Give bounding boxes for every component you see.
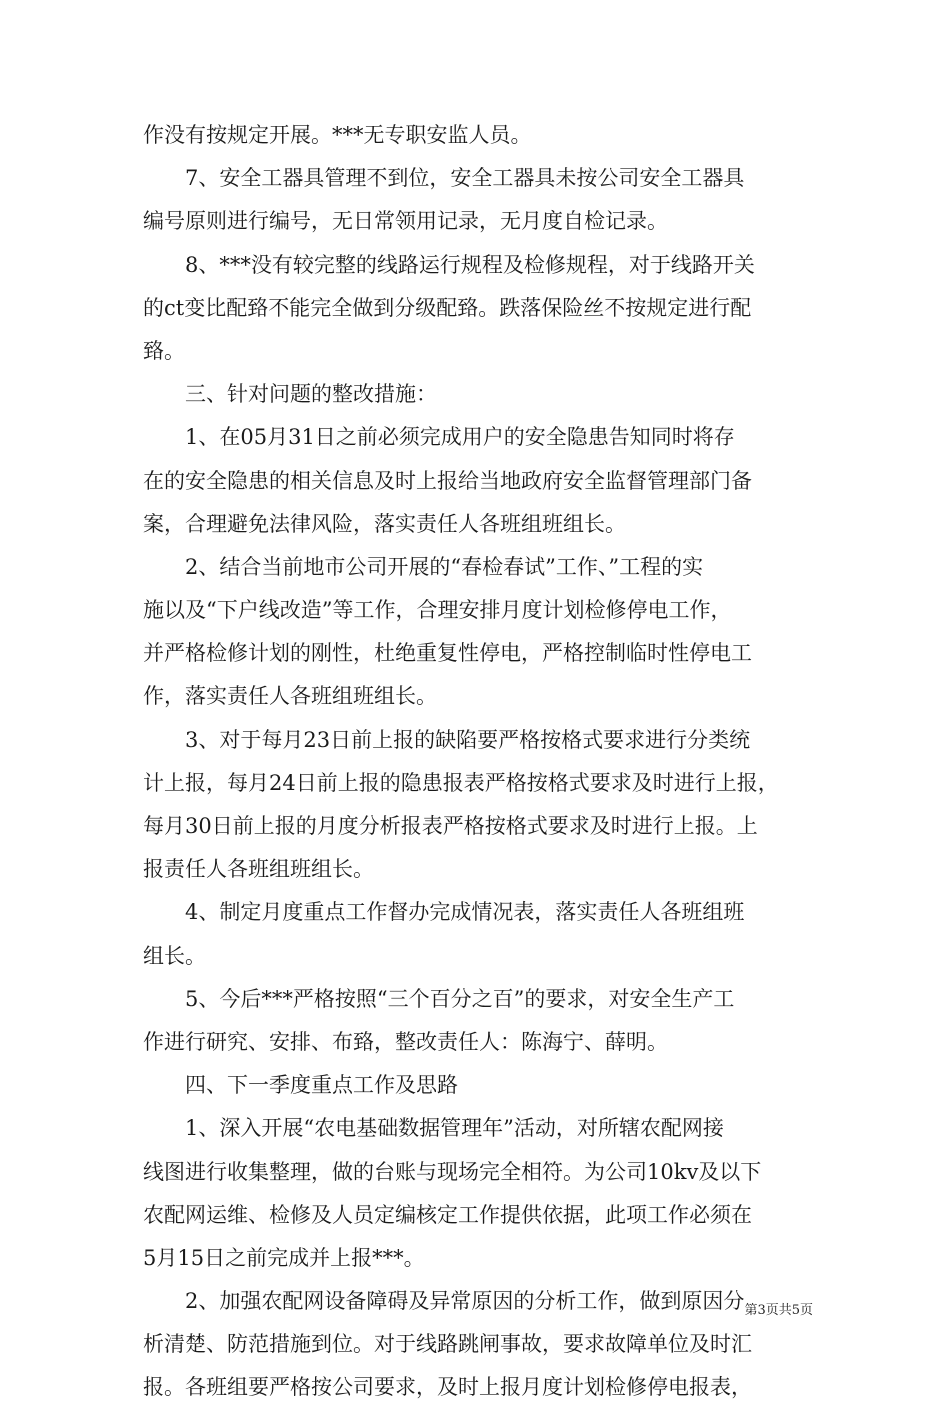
section-heading: 四、下一季度重点工作及思路	[143, 1073, 458, 1098]
text-line: 1、在05月31日之前必须完成用户的安全隐患告知同时将存	[143, 425, 735, 450]
text-line: 施以及“下户线改造”等工作，合理安排月度计划检修停电工作，	[143, 598, 732, 623]
text-line: 农配网运维、检修及人员定编核定工作提供依据，此项工作必须在	[143, 1202, 752, 1227]
text-line: 2、加强农配网设备障碍及异常原因的分析工作，做到原因分	[143, 1289, 745, 1314]
text-line: 编号原则进行编号，无日常领用记录，无月度自检记录。	[143, 209, 668, 234]
text-line: 作没有按规定开展。***无专职安监人员。	[143, 123, 532, 147]
page-number-footer: 第3页共5页	[744, 1303, 813, 1318]
text-line: 的ct变比配臵不能完全做到分级配臵。跌落保险丝不按规定进行配	[143, 295, 752, 320]
text-line: 5、今后***严格按照“三个百分之百”的要求，对安全生产工	[143, 986, 735, 1011]
document-body	[143, 114, 813, 1410]
text-line: 每月30日前上报的月度分析报表严格按格式要求及时进行上报。上	[143, 814, 758, 838]
text-line: 4、制定月度重点工作督办完成情况表，落实责任人各班组班	[143, 900, 745, 925]
text-line: 作，落实责任人各班组班组长。	[143, 684, 437, 709]
text-line: 报责任人各班组班组长。	[143, 857, 374, 882]
text-line: 组长。	[143, 943, 206, 968]
text-line: 7、安全工器具管理不到位，安全工器具未按公司安全工器具	[143, 166, 745, 191]
text-line: 3、对于每月23日前上报的缺陷要严格按格式要求进行分类统	[143, 727, 751, 752]
text-line: 在的安全隐患的相关信息及时上报给当地政府安全监督管理部门备	[143, 468, 752, 493]
text-line: 作进行研究、安排、布臵，整改责任人：陈海宁、薛明。	[143, 1029, 668, 1054]
text-line: 并严格检修计划的刚性，杜绝重复性停电，严格控制临时性停电工	[143, 641, 752, 666]
text-line: 8、***没有较完整的线路运行规程及检修规程，对于线路开关	[143, 252, 755, 277]
text-line: 报。各班组要严格按公司要求，及时上报月度计划检修停电报表，	[143, 1375, 752, 1400]
text-line: 2、结合当前地市公司开展的“春检春试”工作、”工程的实	[143, 554, 704, 579]
text-line: 析清楚、防范措施到位。对于线路跳闸事故，要求故障单位及时汇	[143, 1332, 752, 1357]
text-line: 计上报，每月24日前上报的隐患报表严格按格式要求及时进行上报，	[143, 770, 779, 795]
section-heading: 三、针对问题的整改措施：	[143, 382, 437, 407]
text-line: 线图进行收集整理，做的台账与现场完全相符。为公司10kv及以下	[143, 1159, 762, 1184]
text-line: 臵。	[143, 338, 185, 363]
text-line: 案，合理避免法律风险，落实责任人各班组班组长。	[143, 511, 626, 536]
text-line: 5月15日之前完成并上报***。	[143, 1245, 425, 1270]
text-line: 1、深入开展“农电基础数据管理年”活动，对所辖农配网接	[143, 1116, 724, 1141]
